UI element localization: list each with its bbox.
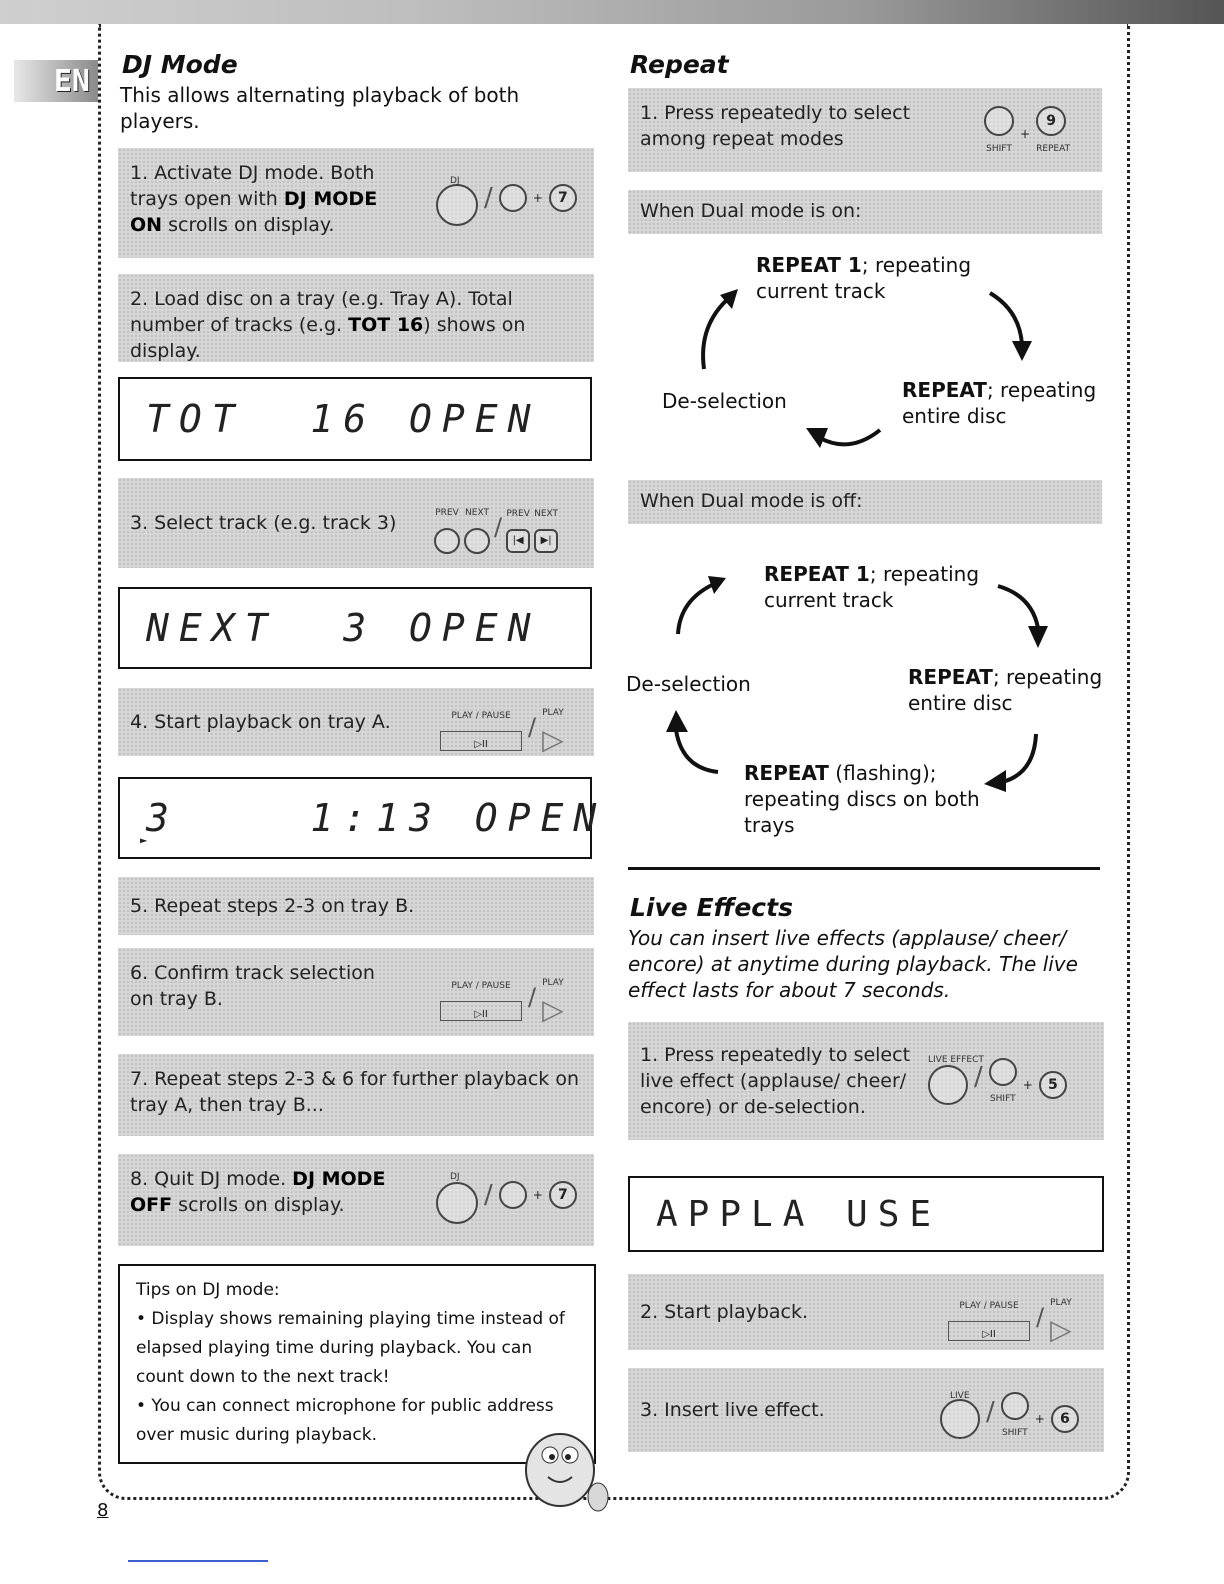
shift-label: SHIFT: [1001, 1428, 1028, 1438]
tip-item: • Display shows remaining playing time instead of elapsed playing time during playback. You can count down to the next track!: [136, 1309, 565, 1387]
repeat-label: REPEAT: [1036, 144, 1071, 154]
dj-label: DJ: [450, 176, 460, 186]
play-pause-label: PLAY / PAUSE: [959, 1301, 1019, 1311]
key-5-icon[interactable]: 5: [1039, 1071, 1067, 1099]
deselection-label: De-selection: [626, 672, 751, 696]
repeat1-label: [764, 561, 1014, 613]
mascot-illustration: [510, 1415, 620, 1515]
cycle-arrow-icon: [980, 730, 1044, 794]
shift-label: SHIFT: [986, 144, 1012, 154]
cycle-arrow-icon: [992, 576, 1052, 652]
step-bold: DJ MODE ON: [130, 188, 378, 236]
label-text: (flashing); repeating discs on both trays: [744, 761, 980, 837]
step-text: 5. Repeat steps 2-3 on tray B.: [130, 895, 415, 917]
label-bold: REPEAT: [744, 761, 829, 785]
label-bold: REPEAT 1: [764, 562, 870, 586]
key-7-icon[interactable]: 7: [549, 184, 577, 212]
live-label: LIVE: [950, 1391, 970, 1401]
play-button-icon[interactable]: ▷: [542, 723, 564, 756]
live-effect-button-group: [928, 1042, 1067, 1112]
label-bold: REPEAT: [902, 378, 987, 402]
cycle-arrow-icon: [800, 420, 890, 460]
slash-icon: /: [528, 713, 537, 741]
prev-label: PREV: [435, 508, 459, 518]
prev-next-button-group: [434, 500, 558, 554]
skip-forward-icon[interactable]: ▶|: [534, 529, 558, 553]
step-text: 1. Press repeatedly to select live effect (applause/ cheer/ encore) or de-selection.: [640, 1044, 911, 1118]
cycle-arrow-icon: [690, 285, 750, 375]
next-label: NEXT: [534, 509, 559, 519]
lcd-text: NEXT 3 OPEN: [146, 606, 541, 650]
step-text: 6. Confirm track selection on tray B.: [130, 962, 375, 1010]
key-7-icon[interactable]: 7: [549, 1181, 577, 1209]
tips-title: Tips on DJ mode:: [136, 1280, 280, 1300]
lcd-display-tot: [118, 377, 592, 461]
live-effects-heading: Live Effects: [630, 893, 793, 922]
step-text: 1. Activate DJ mode. Both trays open with: [130, 162, 375, 210]
live-step-1: [628, 1022, 1104, 1140]
step-bold: DJ MODE OFF: [130, 1168, 386, 1216]
dj-label: DJ: [450, 1172, 460, 1182]
step-text: 1. Press repeatedly to select among repeat modes: [640, 102, 911, 150]
repeat-disc-label: [902, 377, 1112, 429]
shift-button-icon[interactable]: [1001, 1392, 1029, 1420]
play-pause-button-group: [948, 1290, 1072, 1344]
dj-step-6: [118, 948, 594, 1036]
step-text: 3. Select track (e.g. track 3): [130, 512, 397, 534]
plus-icon: +: [532, 191, 543, 205]
lcd-display-time: [118, 777, 607, 859]
dj-mode-intro: This allows alternating playback of both players.: [120, 83, 520, 133]
slash-icon: /: [1036, 1303, 1045, 1331]
dual-on-banner: [628, 190, 1102, 234]
plus-icon: +: [532, 1188, 543, 1202]
top-banner: [0, 0, 1224, 24]
live-effect-label: LIVE EFFECT: [928, 1055, 984, 1065]
next-label: NEXT: [465, 508, 489, 518]
plus-icon: +: [1034, 1412, 1045, 1426]
slash-icon: /: [974, 1062, 983, 1092]
play-pause-button-group: [440, 970, 564, 1024]
section-divider: [628, 867, 1100, 870]
dj-step-4: [118, 688, 594, 756]
dj-step-8: [118, 1154, 594, 1246]
cycle-arrow-icon: [660, 708, 730, 778]
cycle-arrow-icon: [980, 285, 1040, 365]
live-step-3: [628, 1368, 1104, 1452]
play-button-icon[interactable]: ▷: [1050, 1313, 1072, 1346]
step-text: 4. Start playback on tray A.: [130, 711, 391, 733]
slash-icon: /: [986, 1397, 995, 1427]
dj-step-7: [118, 1054, 594, 1136]
step-bold: TOT 16: [348, 314, 424, 336]
lcd-text: APPLA USE: [656, 1193, 942, 1235]
label-text: ; repeating current track: [756, 253, 972, 303]
dj-step-5: [118, 877, 594, 935]
repeat-flashing-label: [744, 760, 1004, 838]
deselection-label: De-selection: [662, 389, 787, 413]
lcd-text: 3 1:13 OPEN: [146, 796, 607, 840]
dual-on-text: When Dual mode is on:: [640, 200, 862, 222]
plus-icon: +: [1022, 1078, 1033, 1092]
page-number: 8: [97, 1500, 109, 1521]
live-button-group: [940, 1378, 1079, 1446]
shift-button-icon[interactable]: [499, 184, 527, 212]
play-pause-label: PLAY / PAUSE: [451, 981, 511, 991]
shift-label: SHIFT: [989, 1094, 1016, 1104]
play-pause-label: PLAY / PAUSE: [451, 711, 511, 721]
dj-step-3: [118, 478, 594, 568]
dj-step-1: [118, 148, 594, 258]
label-text: ; repeating entire disc: [908, 665, 1103, 715]
shift-button-icon[interactable]: [984, 106, 1014, 136]
live-step-2: [628, 1274, 1104, 1350]
shift-button-icon[interactable]: [989, 1058, 1017, 1086]
skip-back-icon[interactable]: |◀: [506, 529, 530, 553]
step-text: ) shows on display.: [130, 314, 526, 362]
label-bold: REPEAT 1: [756, 253, 862, 277]
slash-icon: /: [484, 1180, 493, 1210]
dj-step-2: [118, 274, 594, 362]
language-tab: EN: [14, 60, 98, 102]
dj-button-group: [436, 1166, 577, 1224]
slash-icon: /: [484, 183, 493, 213]
play-pause-button-icon[interactable]: ▷II: [440, 731, 522, 751]
label-text: ; repeating entire disc: [902, 378, 1097, 428]
play-label: PLAY: [1050, 1298, 1072, 1308]
footer-rule: [128, 1560, 268, 1562]
live-effects-intro: You can insert live effects (applause/ cheer/ encore) at anytime during playback. The live effect lasts for about 7 seconds.: [628, 926, 1078, 1002]
step-text: scrolls on display.: [162, 214, 335, 236]
dual-off-banner: [628, 480, 1102, 524]
label-text: ; repeating current track: [764, 562, 980, 612]
play-pause-button-icon[interactable]: ▷II: [440, 1001, 522, 1021]
play-indicator-icon: ►: [140, 833, 148, 847]
step-text: 8. Quit DJ mode.: [130, 1168, 293, 1190]
next-button-icon[interactable]: [464, 528, 490, 554]
prev-button-icon[interactable]: [434, 528, 460, 554]
step-text: 2. Load disc on a tray (e.g. Tray A). Total number of tracks (e.g.: [130, 288, 513, 336]
slash-icon: /: [494, 513, 503, 541]
step-text: scrolls on display.: [172, 1194, 345, 1216]
repeat1-label: [756, 252, 1006, 304]
plus-icon: +: [1020, 127, 1031, 141]
tip-item: • You can connect microphone for public address over music during playback.: [136, 1396, 554, 1445]
lcd-display-next: [118, 587, 592, 669]
cycle-arrow-icon: [668, 570, 738, 640]
play-button-icon[interactable]: ▷: [542, 993, 564, 1026]
shift-button-icon[interactable]: [499, 1181, 527, 1209]
step-text: 7. Repeat steps 2-3 & 6 for further playback on tray A, then tray B...: [130, 1068, 580, 1116]
play-label: PLAY: [542, 708, 564, 718]
label-bold: REPEAT: [908, 665, 993, 689]
slash-icon: /: [528, 983, 537, 1011]
prev-label: PREV: [506, 509, 530, 519]
play-pause-button-group: [440, 700, 564, 754]
key-9-icon[interactable]: 9: [1036, 106, 1066, 136]
lcd-display-applause: [628, 1176, 1104, 1252]
repeat-disc-label: [908, 664, 1118, 716]
dj-button-group: [436, 170, 577, 226]
dual-off-text: When Dual mode is off:: [640, 490, 863, 512]
repeat-heading: Repeat: [630, 50, 729, 79]
key-6-icon[interactable]: 6: [1051, 1405, 1079, 1433]
step-text: 3. Insert live effect.: [640, 1399, 825, 1421]
play-pause-button-icon[interactable]: ▷II: [948, 1321, 1030, 1341]
step-text: 2. Start playback.: [640, 1301, 809, 1323]
play-label: PLAY: [542, 978, 564, 988]
lcd-text: TOT 16 OPEN: [146, 397, 541, 441]
repeat-step-1: [628, 88, 1102, 172]
repeat-button-group: [984, 106, 1070, 162]
dj-mode-heading: DJ Mode: [122, 50, 238, 79]
